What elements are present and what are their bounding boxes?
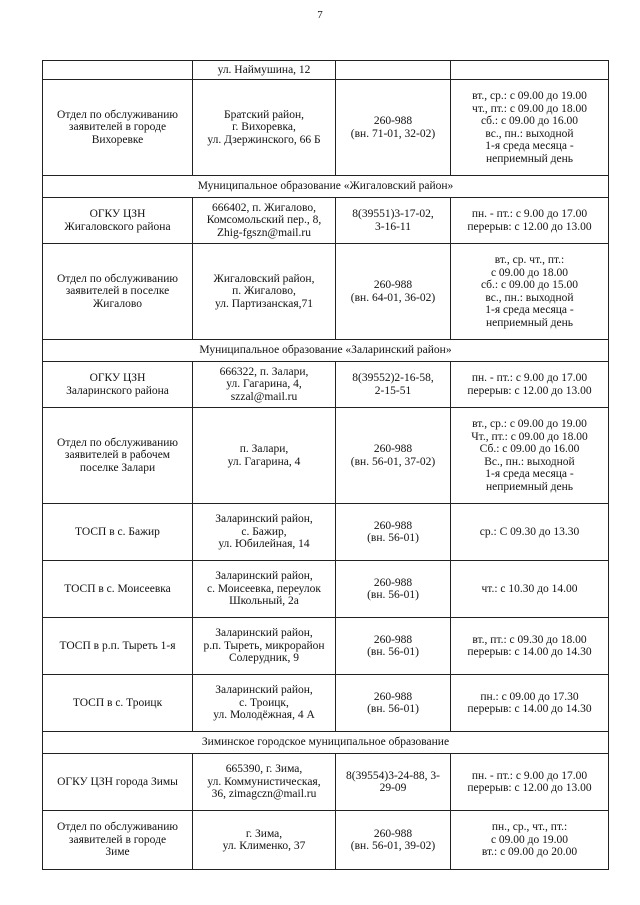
hours-cell (451, 198, 609, 244)
phone-line: 260-988 (373, 519, 413, 532)
hours-line: вс., пн.: выходной (485, 291, 574, 304)
address-line: Братский район, (224, 108, 304, 121)
phone-cell (336, 198, 451, 244)
hours-line: перерыв: с 14.00 до 14.30 (467, 703, 592, 715)
name-line: Зиме (105, 846, 130, 859)
table-row (43, 811, 609, 870)
name-line: Отдел по обслуживанию (57, 821, 178, 834)
hours-line: неприемный день (486, 316, 573, 329)
address-line: Комсомольский пер., 8, (206, 214, 322, 227)
table-row (43, 618, 609, 675)
hours-cell (451, 362, 609, 408)
phone-line: (вн. 56-01, 37-02) (350, 455, 436, 468)
office-name-cell (43, 408, 193, 504)
section-title: Муниципальное образование «Заларинский район» (43, 340, 609, 362)
phone-line: 260-988 (373, 690, 413, 703)
table-row (43, 362, 609, 408)
office-name-cell (43, 80, 193, 176)
office-name-cell (43, 561, 193, 618)
table-row (43, 754, 609, 811)
address-line: Солерудник, 9 (229, 652, 299, 665)
address-cell (193, 244, 336, 340)
phone-line: 29-09 (379, 782, 407, 794)
hours-cell (451, 244, 609, 340)
hours-cell (451, 675, 609, 732)
hours-line: 1-я среда месяца - (485, 140, 574, 152)
hours-line: 1-я среда месяца - (485, 468, 574, 480)
phone-cell (336, 811, 451, 870)
table-row (43, 198, 609, 244)
address-line: szzal@mail.ru (230, 390, 298, 403)
phone-cell (336, 408, 451, 504)
name-line: ТОСП в с. Троицк (72, 696, 163, 709)
hours-cell (451, 504, 609, 561)
phone-line: (вн. 64-01, 36-02) (350, 291, 436, 304)
hours-line: пн. - пт.: с 9.00 до 17.00 (471, 372, 588, 384)
address-cell (193, 80, 336, 176)
phone-line: 8(39551)3-17-02, (352, 208, 434, 220)
hours-line: вс., пн.: выходной (485, 127, 574, 140)
hours-line: пн.: с 09.00 до 17.30 (480, 690, 579, 703)
address-line: г. Вихоревка, (232, 121, 296, 134)
hours-line: 1-я среда месяца - (485, 304, 574, 316)
table-row (43, 244, 609, 340)
hours-line: перерыв: с 12.00 до 13.00 (467, 220, 592, 233)
address-line: 666322, п. Залари, (219, 365, 309, 378)
address-cell (193, 561, 336, 618)
section-title: Зиминское городское муниципальное образование (43, 732, 609, 754)
phone-cell (336, 80, 451, 176)
name-line: заявителей в городе (68, 833, 167, 846)
phone-cell (336, 675, 451, 732)
name-line: Жигалово (93, 297, 142, 310)
name-line: ТОСП в р.п. Тыреть 1-я (59, 639, 176, 652)
address-line: 36, zimagczn@mail.ru (211, 788, 317, 801)
hours-line: пн., ср., чт., пт.: (491, 821, 568, 834)
office-name-cell (43, 198, 193, 244)
phone-line: (вн. 56-01) (367, 646, 419, 658)
office-name-cell (43, 362, 193, 408)
phone-cell (336, 61, 451, 80)
address-cell (193, 61, 336, 80)
address-line: ул. Коммунистическая, (207, 775, 321, 788)
section-row (43, 340, 609, 362)
address-line: ул. Юбилейная, 14 (218, 538, 310, 551)
address-line: Заларинский район, (215, 684, 313, 697)
page-number: 7 (317, 9, 323, 21)
address-line: п. Жигалово, (232, 285, 296, 298)
section-row (43, 176, 609, 198)
name-line: ТОСП в с. Моисеевка (64, 582, 171, 595)
phone-line: 260-988 (373, 827, 413, 840)
address-cell (193, 811, 336, 870)
office-name-cell (43, 244, 193, 340)
address-line: с. Бажир, (241, 525, 287, 538)
address-cell (193, 754, 336, 811)
hours-line: ср.: С 09.30 до 13.30 (479, 525, 580, 538)
phone-line: 8(39552)2-16-58, (352, 372, 434, 384)
hours-line: пн. - пт.: с 9.00 до 17.00 (471, 208, 588, 220)
address-line: ул. Гагарина, 4, (226, 378, 302, 391)
address-line: ул. Молодёжная, 4 А (213, 709, 315, 722)
office-name-cell (43, 504, 193, 561)
address-line: Школьный, 2а (229, 595, 299, 608)
name-line: Вихоревке (91, 133, 144, 146)
phone-line: 260-988 (373, 115, 413, 127)
phone-line: (вн. 56-01) (367, 532, 419, 544)
address-line: Заларинский район, (215, 570, 313, 583)
address-cell (193, 504, 336, 561)
name-line: заявителей в поселке (65, 285, 170, 298)
phone-line: (вн. 56-01, 39-02) (350, 840, 436, 852)
table-row (43, 61, 609, 80)
name-line: ОГКУ ЦЗН города Зимы (57, 775, 178, 788)
table-row (43, 561, 609, 618)
hours-line: чт., пт.: с 09.00 до 18.00 (472, 102, 587, 115)
hours-line: неприемный день (486, 480, 573, 493)
hours-cell (451, 754, 609, 811)
hours-line: сб.: с 09.00 до 15.00 (480, 279, 579, 291)
phone-cell (336, 754, 451, 811)
hours-cell (451, 408, 609, 504)
hours-line: перерыв: с 14.00 до 14.30 (467, 646, 592, 658)
hours-cell (451, 811, 609, 870)
name-line: Отдел по обслуживанию (57, 272, 178, 285)
phone-line: 260-988 (373, 279, 413, 291)
name-line: заявителей в рабочем (64, 449, 171, 462)
address-line: ул. Партизанская,71 (214, 297, 313, 310)
address-line: ул. Дзержинского, 66 Б (207, 133, 321, 146)
office-name-cell (43, 61, 193, 80)
address-cell (193, 675, 336, 732)
address-line: п. Залари, (239, 443, 289, 455)
hours-line: перерыв: с 12.00 до 13.00 (467, 384, 592, 397)
hours-cell (451, 80, 609, 176)
phone-cell (336, 561, 451, 618)
phone-line: 3-16-11 (375, 220, 411, 233)
hours-line: вт.: с 09.00 до 20.00 (481, 846, 578, 859)
hours-line: неприемный день (486, 152, 573, 165)
address-line: р.п. Тыреть, микрорайон (203, 639, 325, 652)
phone-line: 260-988 (373, 443, 413, 455)
office-name-cell (43, 754, 193, 811)
address-cell (193, 408, 336, 504)
hours-line: перерыв: с 12.00 до 13.00 (467, 782, 592, 794)
address-line: с. Троицк, (239, 696, 289, 709)
phone-cell (336, 362, 451, 408)
name-line: ОГКУ ЦЗН (89, 372, 146, 384)
name-line: поселке Залари (79, 461, 156, 474)
hours-cell (451, 61, 609, 80)
address-cell (193, 362, 336, 408)
hours-line: вт., ср. чт., пт.: (494, 254, 565, 266)
hours-line: пн. - пт.: с 9.00 до 17.00 (471, 769, 588, 782)
hours-line: с 09.00 до 19.00 (490, 833, 569, 846)
section-title: Муниципальное образование «Жигаловский район» (43, 176, 609, 198)
phone-line: (вн. 56-01) (367, 589, 419, 601)
hours-line: Вс., пн.: выходной (484, 455, 575, 468)
address-line: 665390, г. Зима, (225, 763, 303, 776)
name-line: Отдел по обслуживанию (57, 436, 178, 449)
address-line: Жигаловский район, (213, 272, 315, 285)
phone-line: (вн. 71-01, 32-02) (350, 127, 436, 140)
name-line: Заларинского района (66, 384, 169, 397)
address-line: с. Моисеевка, переулок (207, 582, 321, 595)
hours-line: сб.: с 09.00 до 16.00 (480, 115, 579, 127)
name-line: Отдел по обслуживанию (57, 108, 178, 121)
hours-cell (451, 618, 609, 675)
hours-cell (451, 561, 609, 618)
address-line: ул. Гагарина, 4 (227, 455, 301, 468)
address-line: Заларинский район, (215, 513, 313, 526)
name-line: ТОСП в с. Бажир (75, 525, 160, 538)
phone-line: 2-15-51 (374, 384, 412, 397)
address-cell (193, 198, 336, 244)
hours-line: Чт., пт.: с 09.00 до 18.00 (471, 430, 588, 443)
name-line: Жигаловского района (64, 220, 171, 233)
address-line: г. Зима, (245, 827, 283, 840)
phone-cell (336, 244, 451, 340)
phone-line: (вн. 56-01) (367, 703, 419, 715)
office-name-cell (43, 618, 193, 675)
address-line: Zhig-fgszn@mail.ru (217, 226, 311, 239)
employment-offices-table (42, 60, 609, 870)
office-name-cell (43, 675, 193, 732)
hours-line: Сб.: с 09.00 до 16.00 (479, 443, 580, 455)
phone-cell (336, 504, 451, 561)
hours-line: чт.: с 10.30 до 14.00 (481, 582, 578, 595)
address-line: ул. Клименко, 37 (222, 840, 306, 852)
table-row (43, 408, 609, 504)
phone-line: 260-988 (373, 576, 413, 589)
address-cell (193, 618, 336, 675)
name-line: ОГКУ ЦЗН (89, 208, 146, 220)
hours-line: вт., пт.: с 09.30 до 18.00 (472, 633, 587, 646)
section-row (43, 732, 609, 754)
phone-line: 8(39554)3-24-88, 3- (346, 769, 440, 782)
phone-line: 260-988 (373, 633, 413, 646)
office-name-cell (43, 811, 193, 870)
phone-cell (336, 618, 451, 675)
hours-line: вт., ср.: с 09.00 до 19.00 (472, 90, 587, 102)
table-row (43, 80, 609, 176)
address-line: 666402, п. Жигалово, (212, 201, 316, 214)
table-row (43, 675, 609, 732)
hours-line: вт., ср.: с 09.00 до 19.00 (472, 418, 587, 430)
name-line: заявителей в городе (68, 121, 167, 134)
table-row (43, 504, 609, 561)
address-line: Заларинский район, (215, 627, 313, 640)
hours-line: с 09.00 до 18.00 (490, 266, 569, 279)
address-line: ул. Наймушина, 12 (217, 63, 311, 76)
